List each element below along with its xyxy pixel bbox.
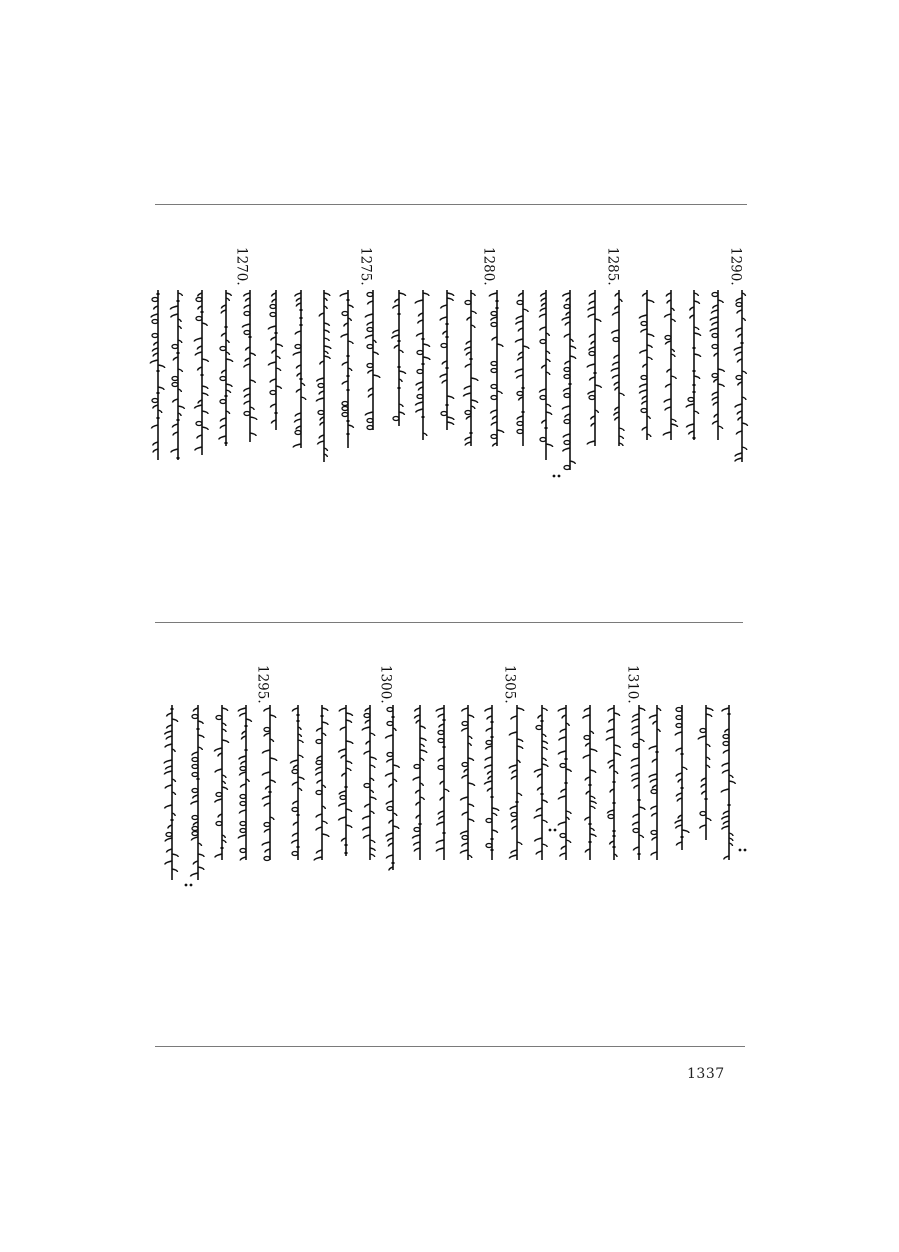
- punctuation-mark: [185, 884, 188, 887]
- script-column: [191, 705, 205, 880]
- verse-number-1285: 1285.: [604, 247, 621, 286]
- verse-number-1280: 1280.: [480, 247, 497, 286]
- script-column: [675, 705, 689, 850]
- script-column: [415, 290, 430, 440]
- script-column: [558, 705, 571, 860]
- script-column: [436, 705, 449, 860]
- verse-number-1270: 1270.: [233, 247, 250, 286]
- script-column: [460, 705, 474, 860]
- script-column: [698, 705, 713, 840]
- script-column: [721, 705, 735, 860]
- verse-number-1295: 1295.: [254, 665, 271, 704]
- script-column: [710, 290, 724, 440]
- script-column: [219, 290, 233, 446]
- punctuation-mark: [553, 475, 556, 478]
- script-column: [316, 290, 331, 462]
- punctuation-mark: [739, 849, 742, 852]
- punctuation-mark: [558, 475, 561, 478]
- script-column: [150, 290, 164, 460]
- script-column: [686, 290, 701, 440]
- punctuation-mark: [744, 849, 747, 852]
- script-column: [734, 290, 747, 462]
- script-column: [611, 290, 624, 446]
- script-column: [606, 705, 620, 860]
- script-column: [194, 290, 208, 455]
- script-column: [489, 290, 503, 447]
- verse-number-1305: 1305.: [501, 665, 518, 704]
- script-column: [339, 705, 353, 856]
- script-column: [268, 290, 282, 430]
- script-column: [164, 705, 178, 880]
- script-column: [242, 290, 256, 442]
- verse-number-1290: 1290.: [727, 247, 744, 286]
- script-column: [412, 705, 426, 860]
- script-column: [293, 290, 306, 448]
- script-column: [440, 290, 454, 430]
- script-column: [539, 290, 552, 460]
- script-column: [562, 290, 576, 470]
- verse-number-1310: 1310.: [624, 665, 641, 704]
- script-column: [587, 290, 601, 446]
- script-column: [170, 290, 184, 460]
- script-column: [583, 705, 597, 860]
- verse-number-1300: 1300.: [377, 665, 394, 704]
- script-column: [463, 290, 477, 446]
- script-column: [340, 290, 353, 448]
- script-column: [385, 705, 399, 871]
- page-number: 1337: [687, 1066, 725, 1082]
- script-column: [484, 705, 498, 860]
- script-column: [262, 705, 277, 861]
- script-column: [290, 705, 304, 860]
- punctuation-mark: [554, 829, 557, 832]
- script-column: [238, 705, 251, 861]
- script-column: [515, 290, 529, 446]
- script-column: [392, 290, 406, 426]
- script-column: [663, 290, 677, 440]
- script-column: [631, 705, 645, 860]
- script-column: [509, 705, 524, 860]
- script-column: [365, 290, 380, 430]
- punctuation-mark: [549, 829, 552, 832]
- script-column: [314, 705, 329, 861]
- script-column: [214, 705, 228, 860]
- script-column: [362, 705, 376, 860]
- punctuation-mark: [190, 884, 193, 887]
- script-column: [534, 705, 548, 860]
- script-column: [639, 290, 654, 440]
- verse-number-1275: 1275.: [357, 247, 374, 286]
- script-column: [649, 705, 661, 860]
